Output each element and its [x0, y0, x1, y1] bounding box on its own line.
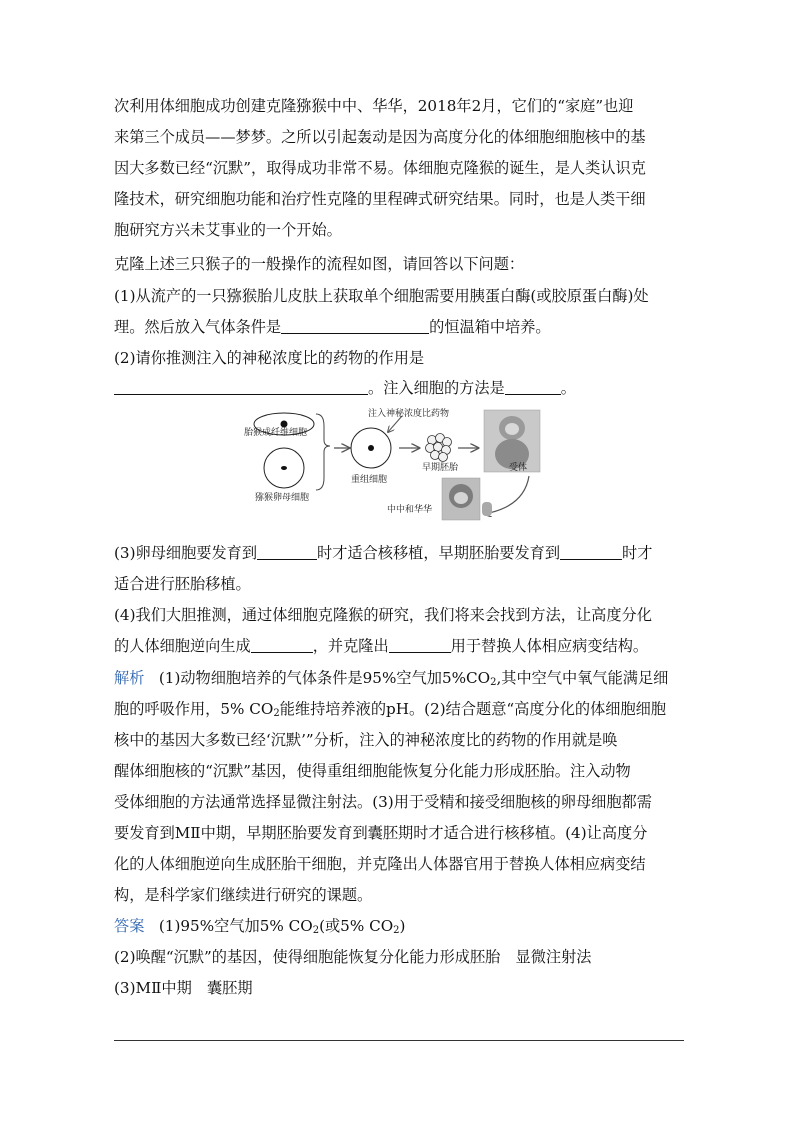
q1-text-b: 的恒温箱中培养。 — [429, 318, 551, 336]
offspring-monkeys-photo — [442, 478, 492, 520]
label-oocyte: 猕猴卵母细胞 — [255, 493, 310, 503]
intro-line-2: 来第三个成员——梦梦。之所以引起轰动是因为高度分化的体细胞细胞核中的基 — [114, 128, 646, 146]
footer-divider — [114, 1040, 684, 1041]
q4-line-2 — [114, 636, 648, 656]
subscript-2: 2 — [490, 677, 497, 688]
recombinant-nucleus — [368, 445, 374, 451]
answer-1b: (或5% CO — [319, 917, 394, 935]
q2-text-b: 。 — [560, 379, 576, 397]
analysis-line-4: 醒体细胞核的“沉默”基因，使得重组细胞能恢复分化能力形成胚胎。注入动物 — [114, 762, 631, 780]
q4-text-b: ，并克隆出 — [312, 637, 389, 655]
subscript-2: 2 — [273, 708, 280, 719]
q4-text-a: 的人体细胞逆向生成 — [114, 637, 251, 655]
answer-1a: (1)95%空气加5% CO — [158, 917, 313, 935]
analysis-line-8: 构，是科学家们继续进行研究的课题。 — [114, 886, 373, 904]
answer-line-2: (2)唤醒“沉默”的基因，使得细胞能恢复分化能力形成胚胎 显微注射法 — [114, 948, 592, 966]
q3-line-1 — [114, 543, 652, 563]
label-embryo: 早期胚胎 — [422, 463, 459, 473]
intro-line-4: 隆技术，研究细胞功能和治疗性克隆的里程碑式研究结果。同时，也是人类干细 — [114, 190, 646, 208]
q4-text-c: 用于替换人体相应病变结构。 — [450, 637, 649, 655]
label-offspring: 中中和华华 — [387, 505, 433, 515]
analysis-1a: (1)动物细胞培养的气体条件是95%空气加5%CO — [158, 669, 491, 687]
analysis-line-6: 要发育到MⅡ中期，早期胚胎要发育到囊胚期时才适合进行核移植。(4)让高度分 — [114, 824, 648, 842]
analysis-line-5: 受体细胞的方法通常选择显微注射法。(3)用于受精和接受细胞核的卵母细胞都需 — [114, 793, 652, 811]
answer-line-3: (3)MⅡ中期 囊胚期 — [114, 979, 253, 997]
oocyte-spindle — [281, 466, 287, 470]
q3-text-b: 时才适合核移植，早期胚胎要发育到 — [317, 544, 561, 562]
q2-answer-blank-1[interactable] — [114, 380, 368, 395]
answer-line-1 — [114, 916, 405, 941]
q4-answer-blank-1[interactable] — [251, 638, 313, 653]
analysis-1b: ,其中空气中氧气能满足细 — [496, 669, 669, 687]
q2-line-1: (2)请你推测注入的神秘浓度比的药物的作用是 — [114, 349, 425, 367]
question-prompt: 克隆上述三只猴子的一般操作的流程如图，请回答以下问题： — [114, 255, 525, 273]
label-inject: 注入神秘浓度比药物 — [368, 409, 450, 419]
q2-answer-blank-2[interactable] — [505, 380, 561, 395]
analysis-label: 解析 — [114, 669, 145, 687]
q3-answer-blank-2[interactable] — [560, 545, 622, 560]
q3-text-a: (3)卵母细胞要发育到 — [114, 544, 258, 562]
q2-text-a: 。注入细胞的方法是 — [368, 379, 505, 397]
label-recombinant: 重组细胞 — [351, 475, 388, 485]
flowchart-graphic — [144, 402, 544, 532]
q1-text-a: 理。然后放入气体条件是 — [114, 318, 282, 336]
analysis-line-2 — [114, 699, 666, 724]
early-embryo — [426, 434, 452, 462]
intro-line-1: 次利用体细胞成功创建克隆猕猴中中、华华，2018年2月，它们的“家庭”也迎 — [114, 97, 634, 115]
analysis-line-3: 核中的基因大多数已经‘沉默’”分析，注入的神秘浓度比的药物的作用就是唤 — [114, 731, 618, 749]
intro-line-5: 胞研究方兴未艾事业的一个开始。 — [114, 221, 342, 239]
subscript-2: 2 — [312, 925, 320, 936]
q1-line-2 — [114, 317, 551, 337]
q2-line-2 — [114, 378, 576, 398]
answer-1c: ) — [399, 917, 406, 935]
analysis-line-1 — [114, 668, 668, 693]
intro-line-3: 因大多数已经“沉默”，取得成功非常不易。体细胞克隆猴的诞生，是人类认识克 — [114, 159, 646, 177]
q4-line-1: (4)我们大胆推测，通过体细胞克隆猴的研究，我们将来会找到方法，让高度分化 — [114, 606, 652, 624]
analysis-line-7: 化的人体细胞逆向生成胚胎干细胞，并克隆出人体器官用于替换人体相应病变结 — [114, 855, 646, 873]
q3-line-2: 适合进行胚胎移植。 — [114, 575, 251, 593]
analysis-2a: 胞的呼吸作用，5% CO — [114, 700, 274, 718]
q3-text-c: 时才 — [622, 544, 653, 562]
q4-answer-blank-2[interactable] — [389, 638, 451, 653]
q1-line-1: (1)从流产的一只猕猴胎儿皮肤上获取单个细胞需要用胰蛋白酶(或胶原蛋白酶)处 — [114, 287, 649, 305]
subscript-2: 2 — [393, 925, 400, 936]
q1-answer-blank[interactable] — [281, 319, 429, 334]
label-recipient: 受体 — [509, 463, 528, 473]
cloning-flowchart — [144, 402, 544, 532]
label-fibroblast: 胎猴成纤维细胞 — [244, 428, 308, 438]
q3-answer-blank-1[interactable] — [257, 545, 317, 560]
merge-brace — [316, 414, 330, 490]
analysis-2b: 能维持培养液的pH。(2)结合题意“高度分化的体细胞细胞 — [279, 700, 667, 718]
answer-label: 答案 — [114, 917, 145, 935]
